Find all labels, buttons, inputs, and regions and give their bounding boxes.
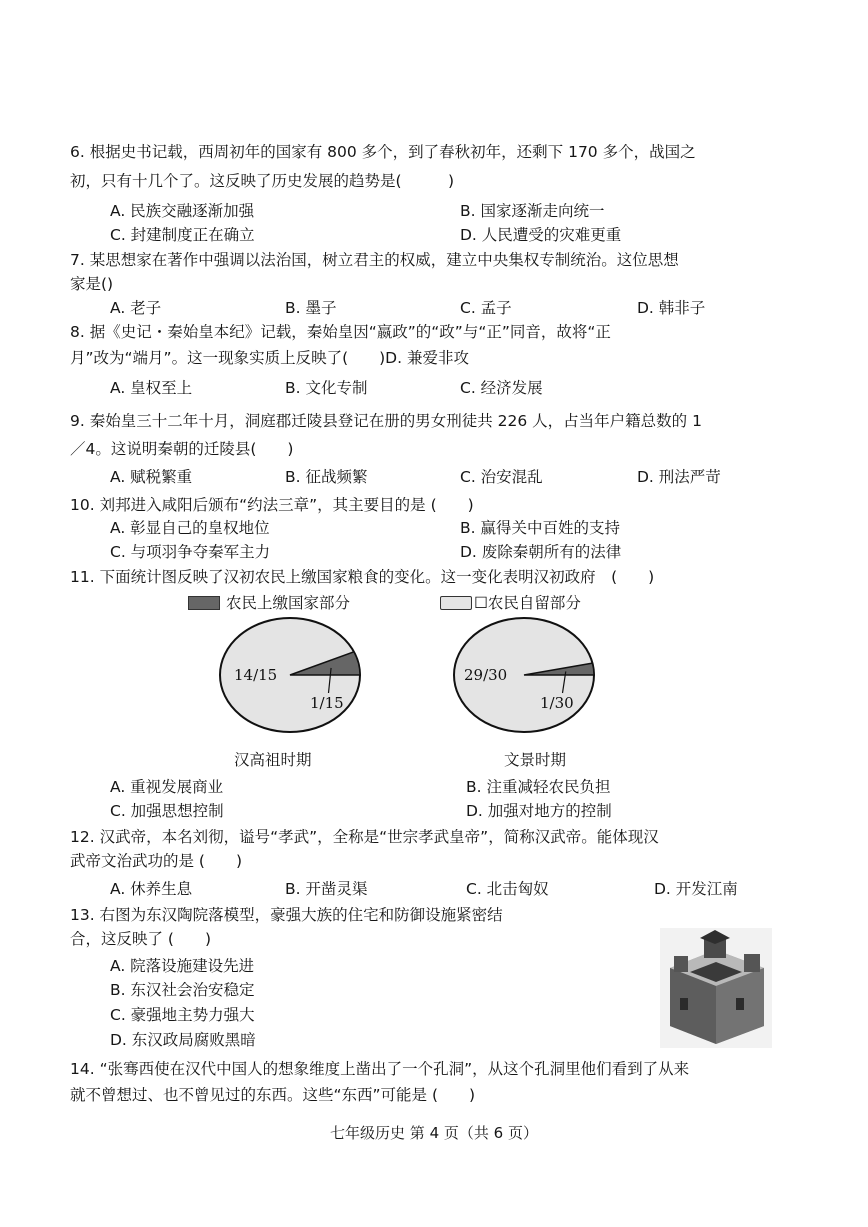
q7-option-c: C. 孟子 [460, 299, 512, 317]
q11-option-c: C. 加强思想控制 [110, 802, 224, 820]
q13-option-b: B. 东汉社会治安稳定 [110, 981, 255, 999]
q11-stem-line1: 11. 下面统计图反映了汉初农民上缴国家粮食的变化。这一变化表明汉初政府 ( ) [70, 568, 655, 586]
q8-stem-line2: 月”改为“端月”。这一现象实质上反映了( )D. 兼爱非攻 [70, 349, 469, 367]
q8-option-a: A. 皇权至上 [110, 379, 193, 397]
pie-label-small: 1/30 [540, 694, 574, 712]
q6-option-c: C. 封建制度正在确立 [110, 226, 255, 244]
legend-swatch-kept [440, 596, 472, 610]
q13-stem-line2: 合，这反映了 ( ) [70, 930, 212, 948]
q9-option-c: C. 治安混乱 [460, 468, 543, 486]
q6-option-d: D. 人民遭受的灾难更重 [460, 226, 622, 244]
q9-stem-line2: ／4。这说明秦朝的迁陵县( ) [70, 440, 294, 458]
pottery-courtyard-model-image [660, 928, 772, 1048]
q7-stem-line2: 家是() [70, 275, 114, 293]
q9-option-b: B. 征战频繁 [285, 468, 368, 486]
q9-stem-line1: 9. 秦始皇三十二年十月，洞庭郡迁陵县登记在册的男女刑徒共 226 人，占当年户籍总数的 1 [70, 412, 702, 430]
q14-stem-line1: 14. “张骞西使在汉代中国人的想象维度上凿出了一个孔洞”，从这个孔洞里他们看到了从来 [70, 1060, 690, 1078]
q10-option-a: A. 彰显自己的皇权地位 [110, 519, 270, 537]
q6-option-b: B. 国家逐渐走向统一 [460, 202, 605, 220]
legend-label-paid: 农民上缴国家部分 [226, 594, 351, 612]
q9-option-a: A. 赋税繁重 [110, 468, 193, 486]
page-footer: 七年级历史 第 4 页（共 6 页） [330, 1124, 538, 1142]
pie-caption-gaozu: 汉高祖时期 [234, 751, 312, 769]
q11-option-d: D. 加强对地方的控制 [466, 802, 612, 820]
q12-option-c: C. 北击匈奴 [466, 880, 549, 898]
q10-stem-line1: 10. 刘邦进入咸阳后颁布“约法三章”，其主要目的是 ( ) [70, 496, 474, 514]
pie-label-large: 14/15 [234, 666, 278, 684]
pie-label-small: 1/15 [310, 694, 344, 712]
q7-stem-line1: 7. 某思想家在著作中强调以法治国，树立君主的权威，建立中央集权专制统治。这位思想 [70, 251, 679, 269]
q7-option-d: D. 韩非子 [637, 299, 706, 317]
pie-caption-wenjing: 文景时期 [504, 751, 567, 769]
q9-option-d: D. 刑法严苛 [637, 468, 721, 486]
q12-option-d: D. 开发江南 [654, 880, 738, 898]
q6-stem-line1: 6. 根据史书记载，西周初年的国家有 800 多个，到了春秋初年，还剩下 170 多个，战国之 [70, 143, 696, 161]
q12-stem-line1: 12. 汉武帝，本名刘彻，谥号“孝武”，全称是“世宗孝武皇帝”，简称汉武帝。能体现汉 [70, 828, 659, 846]
q11-option-b: B. 注重减轻农民负担 [466, 778, 611, 796]
q12-stem-line2: 武帝文治武功的是 ( ) [70, 852, 243, 870]
q6-option-a: A. 民族交融逐渐加强 [110, 202, 255, 220]
q12-option-b: B. 开凿灵渠 [285, 880, 368, 898]
q14-stem-line2: 就不曾想过、也不曾见过的东西。这些“东西”可能是 ( ) [70, 1086, 476, 1104]
q8-option-b: B. 文化专制 [285, 379, 368, 397]
q13-option-a: A. 院落设施建设先进 [110, 957, 255, 975]
q10-option-b: B. 赢得关中百姓的支持 [460, 519, 620, 537]
legend-label-kept: ☐农民自留部分 [474, 594, 581, 612]
q13-option-d: D. 东汉政局腐败黑暗 [110, 1031, 256, 1049]
legend-swatch-paid [188, 596, 220, 610]
q7-option-a: A. 老子 [110, 299, 162, 317]
q11-option-a: A. 重视发展商业 [110, 778, 224, 796]
q13-option-c: C. 豪强地主势力强大 [110, 1006, 255, 1024]
q12-option-a: A. 休养生息 [110, 880, 193, 898]
q8-stem-line1: 8. 据《史记・秦始皇本纪》记载，秦始皇因“嬴政”的“政”与“正”同音，故将“正 [70, 323, 611, 341]
q7-option-b: B. 墨子 [285, 299, 337, 317]
q13-stem-line1: 13. 右图为东汉陶院落模型，豪强大族的住宅和防御设施紧密结 [70, 906, 503, 924]
pie-chart-wenjing [446, 612, 616, 742]
q6-stem-line2: 初，只有十几个了。这反映了历史发展的趋势是( ) [70, 172, 455, 190]
q10-option-d: D. 废除秦朝所有的法律 [460, 543, 622, 561]
pie-label-large: 29/30 [464, 666, 508, 684]
q8-option-c: C. 经济发展 [460, 379, 543, 397]
pie-chart-gaozu [212, 612, 382, 742]
q10-option-c: C. 与项羽争夺秦军主力 [110, 543, 271, 561]
